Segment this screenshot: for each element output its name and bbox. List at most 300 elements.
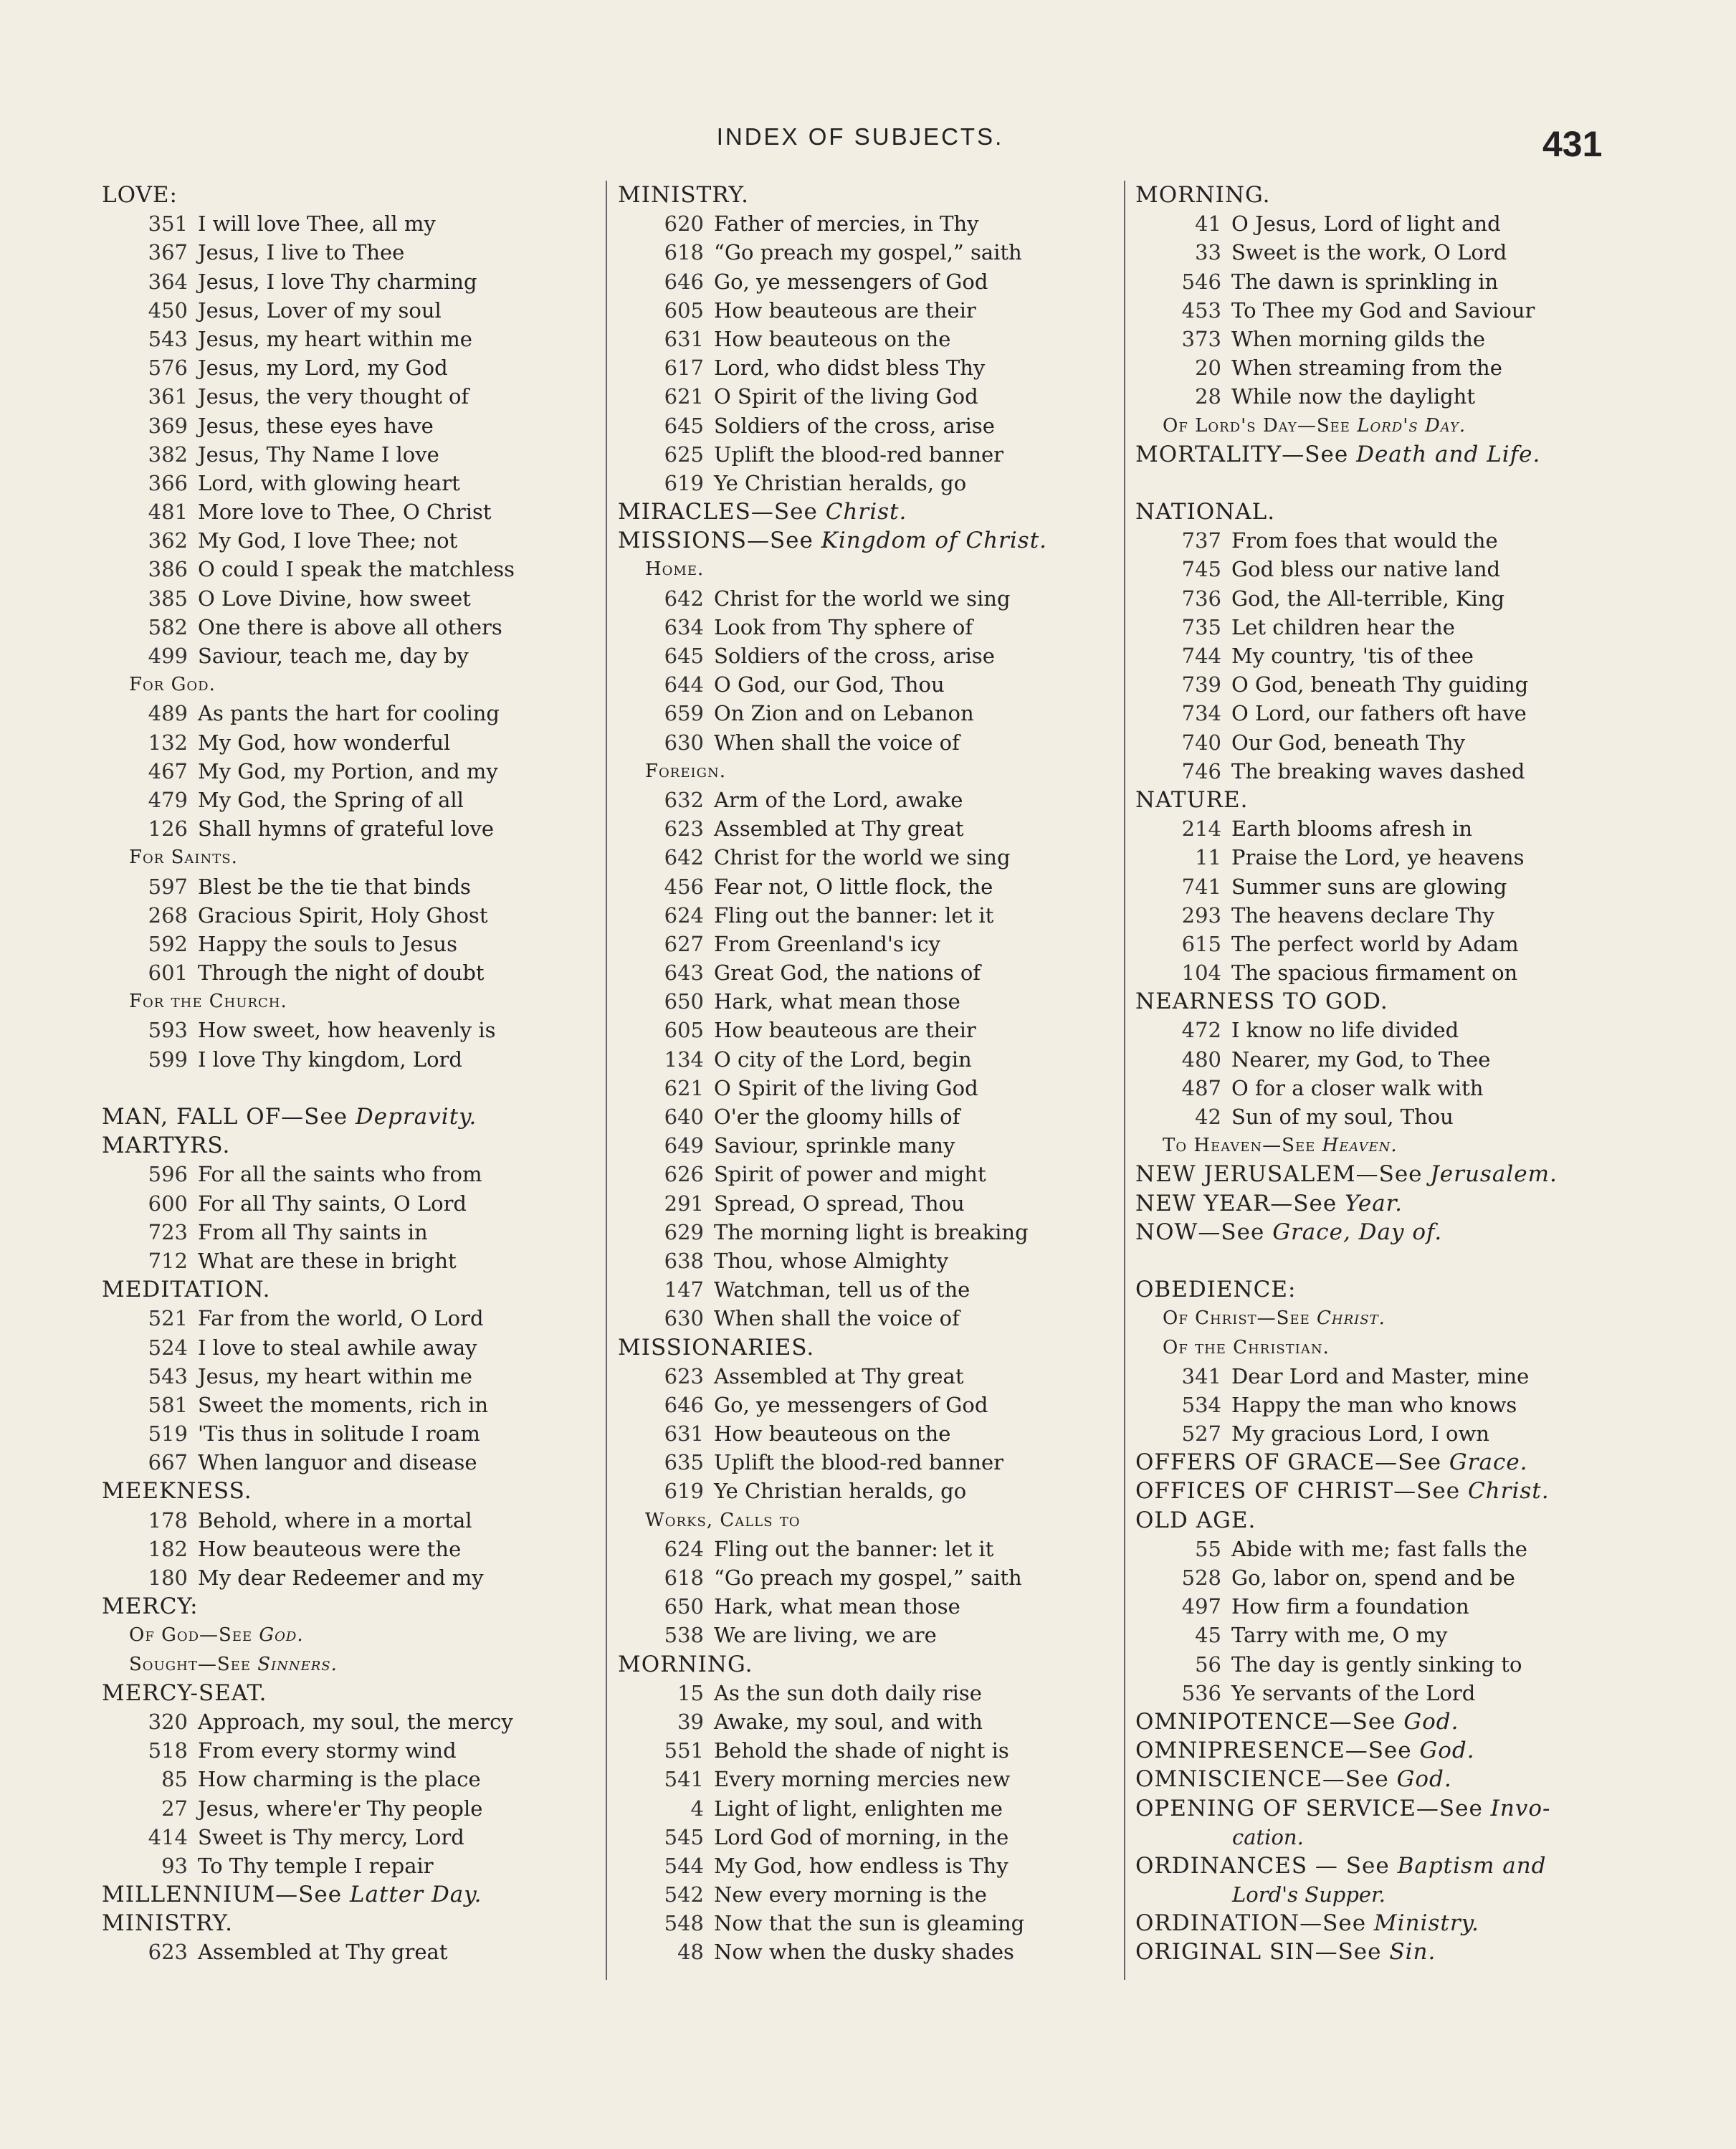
first-line: Awake, my soul, and with [714,1709,983,1734]
first-line: God, the All-terrible, King [1231,586,1505,611]
index-entry [1135,1650,1637,1679]
first-line: The morning light is breaking [714,1219,1029,1244]
first-line: 'Tis thus in solitude I roam [198,1421,480,1447]
index-entry [102,1852,596,1880]
hymn-number: 621 [664,384,704,409]
first-line: How beauteous were the [198,1536,462,1561]
hymn-number: 341 [1181,1363,1221,1388]
index-entry [618,411,1124,440]
hymn-number: 735 [1181,614,1221,639]
heading-text: MINISTRY. [618,182,749,208]
first-line: I love to steal awhile away [198,1335,477,1360]
cross-reference: Lord's Day. [1357,414,1466,437]
hymn-number: 624 [664,902,704,928]
hymn-number: 623 [664,816,704,842]
index-entry [102,584,596,613]
index-entry [102,555,596,583]
heading-text: OFFICES OF CHRIST—See [1135,1478,1461,1505]
hymn-number: 623 [664,1363,704,1388]
first-line: Assembled at Thy great [714,816,964,842]
hymn-number: 55 [1195,1536,1221,1561]
hymn-number: 386 [148,557,188,582]
heading-text: Of God—See [129,1624,253,1647]
hymn-number: 615 [1181,931,1221,956]
hymn-number: 737 [1181,528,1221,553]
heading-text: MEDITATION. [102,1277,271,1303]
first-line: Abide with me; fast falls the [1231,1536,1527,1561]
hymn-number: 626 [664,1162,704,1187]
first-line: What are these in bright [198,1248,457,1273]
hymn-number: 543 [148,326,188,351]
hymn-number: 178 [148,1507,188,1533]
heading-text: ORIGINAL SIN—See [1135,1939,1382,1965]
index-entry [618,209,1124,238]
hymn-number: 599 [148,1047,188,1072]
hymn-number: 632 [664,787,704,812]
hymn-number: 618 [664,1566,704,1590]
hymn-number: 712 [148,1248,188,1273]
first-line: As pants the hart for cooling [198,701,500,726]
hymn-number: 736 [1181,586,1221,611]
hymn-number: 643 [664,961,704,986]
first-line: Praise the Lord, ye heavens [1231,845,1525,870]
hymn-number: 28 [1195,384,1221,409]
heading-text: MIRACLES—See [618,499,818,525]
first-line: Nearer, my God, to Thee [1231,1047,1491,1072]
cross-reference: God. [1396,1766,1452,1793]
first-line: Christ for the world we sing [714,586,1011,611]
index-entry [618,872,1124,901]
first-line: To Thee my God and Saviour [1231,297,1535,323]
subheading [618,555,1124,583]
index-entry [1135,1362,1637,1391]
first-line: My God, the Spring of all [198,787,464,812]
index-entry [618,1189,1124,1218]
index-entry [1135,1016,1637,1044]
subheading [618,1506,1124,1535]
first-line: When languor and disease [198,1450,477,1475]
first-line: New every morning is the [714,1882,987,1907]
first-line: How firm a foundation [1231,1594,1469,1619]
index-entry [1135,325,1637,353]
index-entry [618,325,1124,353]
spacer [1135,469,1637,497]
column-divider [1124,181,1125,1980]
hymn-number: 597 [148,874,188,899]
hymn-number: 545 [664,1824,704,1849]
index-entry [1135,642,1637,670]
index-entry [102,267,596,296]
first-line: Watchman, tell us of the [714,1277,970,1302]
subheading [1135,1333,1637,1362]
page-number: 431 [1542,124,1603,164]
first-line: Fling out the banner: let it [714,902,994,928]
index-entry [1135,872,1637,901]
index-entry [618,1448,1124,1477]
index-entry [618,1131,1124,1160]
hymn-number: 631 [664,1421,704,1447]
index-entry [618,642,1124,670]
first-line: When shall the voice of [714,1306,960,1331]
heading-text: OFFERS OF GRACE—See [1135,1449,1442,1476]
first-line: Light of light, enlighten me [714,1796,1003,1821]
first-line: Saviour, teach me, day by [198,644,469,668]
index-entry [618,699,1124,728]
index-entry [1135,670,1637,699]
first-line: While now the daylight [1231,384,1475,409]
index-entry [102,469,596,497]
first-line: Lord, who didst bless Thy [714,356,986,381]
index-entry [102,642,596,670]
hymn-number: 645 [664,644,704,668]
index-entry [1135,843,1637,872]
first-line: Go, labor on, spend and be [1231,1566,1515,1590]
index-entry [102,382,596,411]
index-entry [102,1707,596,1736]
first-line: “Go preach my gospel,” saith [714,240,1022,265]
index-entry [102,1189,596,1218]
hymn-number: 489 [148,701,188,726]
index-entry [102,1391,596,1419]
index-entry [1135,1563,1637,1592]
hymn-number: 528 [1181,1566,1221,1590]
heading-text: NATURE. [1135,786,1249,813]
index-entry [618,1707,1124,1736]
first-line: Jesus, my heart within me [198,326,472,351]
first-line: Earth blooms afresh in [1231,816,1473,842]
hymn-number: 624 [664,1536,704,1561]
heading-text: Of Christ—See [1163,1307,1310,1330]
index-entry [618,1679,1124,1707]
index-entry [102,901,596,930]
hymn-number: 605 [664,297,704,323]
heading-text: MAN, FALL OF—See [102,1104,348,1130]
first-line: Shall hymns of grateful love [198,816,495,842]
first-line: O'er the gloomy hills of [714,1105,960,1129]
first-line: Lord God of morning, in the [714,1824,1009,1849]
first-line: O Lord, our fathers oft have [1231,701,1527,726]
hymn-number: 519 [148,1421,188,1447]
first-line: Spread, O spread, Thou [714,1191,965,1216]
first-line: Assembled at Thy great [198,1940,448,1965]
first-line: Jesus, my Lord, my God [198,356,448,381]
hymn-number: 619 [664,470,704,495]
subject-heading [1135,987,1637,1016]
hymn-number: 629 [664,1219,704,1244]
first-line: Jesus, I love Thy charming [198,269,477,294]
hymn-number: 621 [664,1075,704,1100]
first-line: From Greenland's icy [714,931,940,956]
subject-heading [618,1650,1124,1679]
hymn-number: 644 [664,672,704,697]
subheading [1135,1131,1637,1160]
first-line: O Spirit of the living God [714,1075,978,1100]
first-line: My God, how wonderful [198,730,451,755]
index-entry [102,497,596,526]
hymn-number: 645 [664,413,704,438]
index-entry [102,325,596,353]
index-entry [102,238,596,267]
index-entry [1135,1679,1637,1707]
index-entry [1135,757,1637,786]
first-line: Hark, what mean those [714,1594,960,1619]
hymn-number: 472 [1181,1018,1221,1043]
hymn-number: 33 [1195,240,1221,265]
index-entry [102,1448,596,1477]
hymn-number: 546 [1181,269,1221,294]
hymn-number: 367 [148,240,188,265]
hymn-number: 543 [148,1363,188,1388]
hymn-number: 646 [664,269,704,294]
first-line: Jesus, the very thought of [198,384,469,409]
first-line: Dear Lord and Master, mine [1231,1363,1530,1388]
subject-heading [1135,1160,1637,1188]
hymn-number: 744 [1181,644,1221,668]
cross-reference: Sinners. [257,1653,338,1675]
index-entry [1135,1621,1637,1649]
hymn-number: 453 [1181,297,1221,323]
index-entry [618,469,1124,497]
index-entry [102,757,596,786]
cross-reference: Kingdom of Christ. [821,528,1048,554]
index-entry [102,786,596,814]
hymn-number: 11 [1195,845,1221,870]
hymn-number: 524 [148,1335,188,1360]
spacer [102,1074,596,1102]
hymn-number: 450 [148,297,188,323]
index-entry [1135,1074,1637,1102]
subject-heading [1135,440,1637,469]
subject-heading [1135,181,1637,209]
heading-text: Works, Calls to [645,1509,801,1531]
index-entry [618,1880,1124,1909]
cross-reference-continued: Lord's Supper. [1232,1882,1386,1907]
hymn-number: 15 [677,1680,704,1705]
hymn-number: 180 [148,1566,188,1590]
first-line: The spacious firmament on [1231,961,1518,986]
heading-text: LOVE: [102,182,178,208]
index-entry [618,1362,1124,1391]
cross-reference: Ministry. [1373,1910,1479,1937]
hymn-number: 534 [1181,1392,1221,1417]
heading-text: MINISTRY. [102,1910,233,1937]
subject-heading [102,1131,596,1160]
first-line: To Thy temple I repair [198,1853,434,1878]
hymn-number: 126 [148,816,188,842]
index-entry [1135,958,1637,987]
index-entry [618,1765,1124,1793]
first-line: Blest be the tie that binds [198,874,471,899]
first-line: Ye servants of the Lord [1231,1680,1476,1705]
first-line: O God, our God, Thou [714,672,945,697]
first-line: How beauteous on the [714,326,951,351]
cross-reference: Invo- [1490,1795,1551,1821]
cross-reference: God. [259,1624,304,1647]
subject-heading [1135,1477,1637,1505]
hymn-number: 147 [664,1277,704,1302]
first-line: O could I speak the matchless [198,557,515,582]
index-entry [1135,209,1637,238]
index-entry [102,958,596,987]
index-entry [618,1275,1124,1304]
first-line: Uplift the blood-red banner [714,1450,1004,1475]
first-line: Sweet is the work, O Lord [1231,240,1507,265]
heading-text: OPENING OF SERVICE—See [1135,1795,1483,1821]
first-line: My God, I love Thee; not [198,528,458,553]
first-line: We are living, we are [714,1623,937,1648]
first-line: Sweet the moments, rich in [198,1392,489,1417]
first-line: For all the saints who from [198,1162,482,1187]
first-line: From all Thy saints in [198,1219,428,1244]
hymn-number: 536 [1181,1680,1221,1705]
index-entry [102,728,596,757]
index-entry [102,440,596,469]
subject-heading [102,1477,596,1505]
heading-text: OMNISCIENCE—See [1135,1766,1389,1793]
hymn-number: 548 [664,1911,704,1936]
cross-reference: Sin. [1389,1939,1436,1965]
hymn-number: 739 [1181,672,1221,697]
subheading [102,1650,596,1679]
first-line: The breaking waves dashed [1231,758,1525,783]
index-entry [102,1765,596,1793]
hymn-number: 39 [677,1709,704,1734]
heading-text: MISSIONARIES. [618,1334,815,1361]
index-entry [618,1247,1124,1275]
column-divider [606,181,607,1980]
first-line: Uplift the blood-red banner [714,442,1004,467]
first-line: Through the night of doubt [198,961,485,986]
index-entry [102,296,596,325]
subject-heading [618,497,1124,526]
index-entry [1135,699,1637,728]
hymn-number: 601 [148,961,188,986]
index-entry [618,1852,1124,1880]
index-entry [618,1045,1124,1074]
index-column-3 [1135,181,1637,1967]
hymn-number: 625 [664,442,704,467]
index-entry [1135,382,1637,411]
index-entry [1135,238,1637,267]
index-entry [102,1304,596,1333]
heading-text: Sought—See [129,1653,251,1675]
first-line: The dawn is sprinkling in [1231,269,1499,294]
first-line: The day is gently sinking to [1231,1652,1522,1677]
subheading [102,843,596,872]
first-line: O Spirit of the living God [714,384,978,409]
heading-text: ORDINANCES — See [1135,1852,1390,1879]
cross-reference: Death and Life. [1356,441,1541,467]
first-line: O God, beneath Thy guiding [1231,672,1529,697]
index-entry [618,1102,1124,1131]
index-entry [102,1247,596,1275]
index-entry [618,987,1124,1016]
hymn-number: 746 [1181,758,1221,783]
first-line: Fling out the banner: let it [714,1536,994,1561]
subject-heading [1135,1275,1637,1304]
first-line: Behold the shade of night is [714,1738,1009,1763]
index-entry [618,958,1124,987]
subject-heading [102,1880,596,1909]
index-entry [1135,1535,1637,1563]
index-entry [102,1736,596,1765]
first-line: Happy the souls to Jesus [198,931,457,956]
subject-heading [1135,1938,1637,1966]
index-entry [618,584,1124,613]
hymn-number: 582 [148,614,188,639]
heading-text: ORDINATION—See [1135,1910,1367,1937]
index-entry [618,843,1124,872]
subject-heading [102,1679,596,1707]
hymn-number: 634 [664,614,704,639]
hymn-number: 293 [1181,902,1221,928]
first-line: Happy the man who knows [1231,1392,1517,1417]
index-entry [102,699,596,728]
hymn-number: 499 [148,644,188,668]
index-entry [618,353,1124,382]
first-line: O city of the Lord, begin [714,1047,972,1072]
hymn-number: 48 [677,1940,704,1965]
first-line: My country, 'tis of thee [1231,644,1474,668]
index-entry [1135,1102,1637,1131]
first-line: O Jesus, Lord of light and [1231,211,1501,237]
running-head: INDEX OF SUBJECTS. [716,123,1004,150]
hymn-number: 467 [148,758,188,783]
cross-reference: Christ. [1317,1307,1386,1330]
hymn-number: 551 [664,1738,704,1763]
first-line: Ye Christian heralds, go [714,470,967,495]
index-entry [102,930,596,958]
index-column-2 [618,181,1124,1967]
subject-heading [102,1592,596,1621]
hymn-number: 4 [690,1796,704,1821]
heading-text: MORTALITY—See [1135,441,1349,467]
index-entry [618,1823,1124,1852]
first-line: Jesus, where'er Thy people [198,1796,483,1821]
heading-text: MISSIONS—See [618,528,814,554]
subject-heading [1135,1794,1637,1823]
heading-text: NEW JERUSALEM—See [1135,1161,1423,1188]
index-entry [618,1419,1124,1448]
first-line: Hark, what mean those [714,989,960,1014]
hymn-number: 627 [664,931,704,956]
hymn-number: 650 [664,1594,704,1619]
subject-heading [102,1102,596,1131]
hymn-number: 351 [148,211,188,237]
cross-reference: Jerusalem. [1430,1161,1558,1188]
first-line: Go, ye messengers of God [714,269,988,294]
heading-text: To Heaven—See [1163,1135,1316,1157]
first-line: Far from the world, O Lord [198,1306,484,1331]
cross-reference: Christ. [1467,1478,1550,1505]
index-entry [1135,526,1637,555]
first-line: How sweet, how heavenly is [198,1018,496,1043]
index-entry [1135,267,1637,296]
first-line: Soldiers of the cross, arise [714,413,995,438]
subheading [102,987,596,1016]
index-entry [102,1563,596,1592]
index-entry [1135,555,1637,583]
subject-heading [618,526,1124,555]
heading-text: OMNIPOTENCE—See [1135,1708,1396,1735]
hymn-number: 618 [664,240,704,265]
cross-reference: God. [1403,1708,1459,1735]
subheading [102,670,596,699]
index-entry [618,440,1124,469]
heading-text: For the Church. [129,991,287,1013]
hymn-number: 214 [1181,816,1221,842]
hymn-number: 638 [664,1248,704,1273]
